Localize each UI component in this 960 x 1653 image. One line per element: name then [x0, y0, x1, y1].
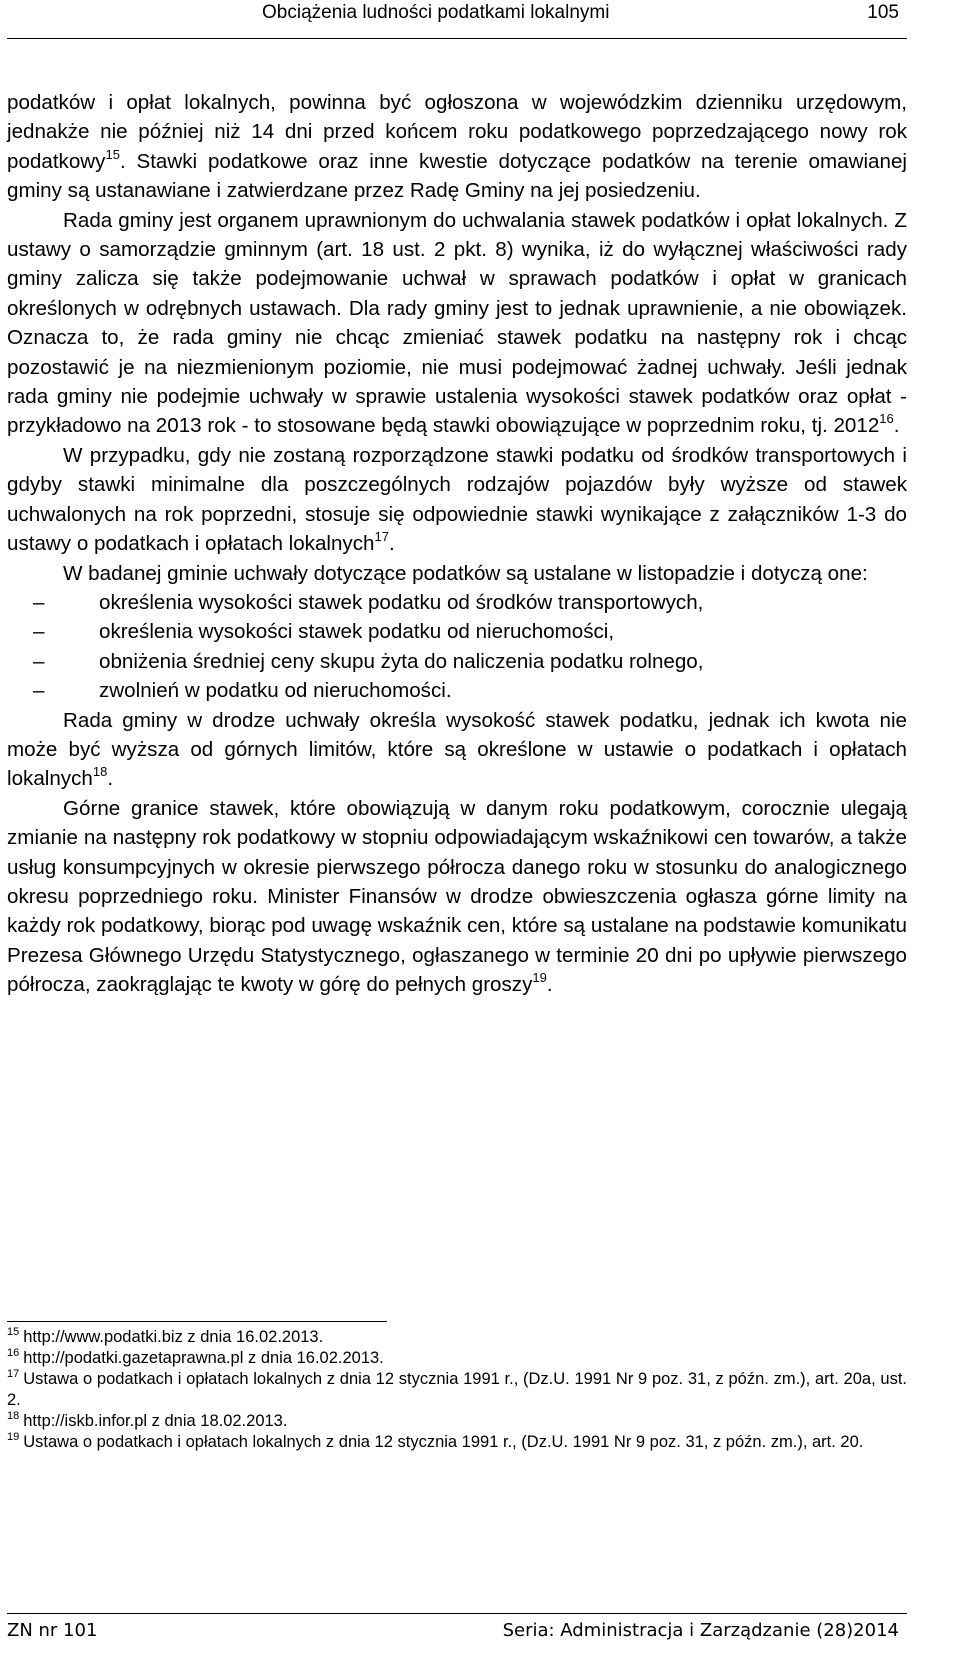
footnote-18 [7, 1411, 907, 1432]
footnote-ref-18[interactable]: 18 [92, 764, 108, 780]
dash-bullet: – [33, 620, 45, 644]
journal-series: Seria: Administracja i Zarządzanie (28)2014 [502, 1620, 899, 1641]
footnote-ref-15[interactable]: 15 [105, 146, 120, 162]
footnote-ref-16[interactable]: 16 [879, 411, 894, 427]
list-item [7, 588, 907, 617]
footnote-text: http://podatki.gazetaprawna.pl z dnia 16.02.2013. [23, 1349, 384, 1367]
paragraph-1-text-a: podatków i opłat lokalnych, powinna być ogłoszona w wojewódzkim dzienniku urzędowym, jednakże nie później niż 14 dni przed końcem roku podatkowego poprzedzającego nowy rok podatkowy [7, 91, 907, 173]
footnote-ref-17[interactable]: 17 [374, 529, 389, 545]
footnote-number: 15 [7, 1326, 20, 1338]
paragraph-4: W badanej gminie uchwały dotyczące podatków są ustalane w listopadzie i dotyczą one: [63, 561, 868, 585]
footnote-number: 16 [7, 1347, 20, 1359]
paragraph-6-text-a: Górne granice stawek, które obowiązują w danym roku podatkowym, corocznie ulegają zmianie na następny rok podatkowy w stopniu odpowiadającym wskaźnikowi cen towarów, a także usług konsumpcyjnych w okresie pierwszego półrocza danego roku w stosunku do analogicznego okresu poprzedniego roku. Minister Finansów w drodze obwieszczenia ogłasza górne limity na każdy rok podatkowy, biorąc pod uwagę wskaźnik cen, które są ustalane na podstawie komunikatu Prezesa Głównego Urzędu Statystycznego, ogłaszanego w terminie 20 dni po upływie pierwszego półrocza, zaokrąglając te kwoty w górę do pełnych groszy [7, 796, 907, 997]
footnote-separator [7, 1321, 387, 1322]
list-item-text: zwolnień w podatku od nieruchomości. [99, 679, 452, 703]
paragraph-5-text-b: . [107, 767, 114, 791]
dash-bullet: – [33, 649, 45, 673]
list-item-text: określenia wysokości stawek podatku od nieruchomości, [99, 620, 615, 644]
footnote-text: http://www.podatki.biz z dnia 16.02.2013. [23, 1328, 324, 1346]
list-item [7, 647, 907, 676]
paragraph-2-text-a: Rada gminy jest organem uprawnionym do uchwalania stawek podatków i opłat lokalnych. Z ustawy o samorządzie gminnym (art. 18 ust. 2 pkt. 8) wynika, iż do wyłącznej właściwości rady gminy zalicza się także podejmowanie uchwał w sprawach podatków i opłat w granicach określonych w odrębnych ustawach. Dla rady gminy jest to jednak uprawnienie, a nie obowiązek. Oznacza to, że rada gminy nie chcąc zmieniać stawek podatku na następny rok i chcąc pozostawić je na niezmienionym poziomie, nie musi podejmować żadnej uchwały. Jeśli jednak rada gminy nie podejmie uchwały w sprawie ustalenia wysokości stawek podatków oraz opłat - przykładowo na 2013 rok - to stosowane będą stawki obowiązujące w poprzednim roku, tj. 2012 [7, 208, 907, 438]
footnote-text: http://iskb.infor.pl z dnia 18.02.2013. [23, 1412, 288, 1430]
dash-bullet: – [33, 590, 45, 614]
paragraph-2-text-b: . [893, 414, 900, 438]
paragraph-6 [7, 794, 907, 1000]
paragraph-3-text-a: W przypadku, gdy nie zostaną rozporządzone stawki podatku od środków transportowych i gdyby stawki minimalne dla poszczególnych rodzajów pojazdów były wyższe od stawek uchwalonych na rok poprzedni, stosuje się odpowiednie stawki wynikające z załączników 1-3 do ustawy o podatkach i opłatach lokalnych [7, 443, 907, 556]
journal-issue: ZN nr 101 [7, 1620, 98, 1641]
footnote-number: 19 [7, 1431, 20, 1443]
footnote-15 [7, 1327, 907, 1348]
list-item-text: obniżenia średniej ceny skupu żyta do naliczenia podatku rolnego, [99, 649, 704, 673]
list-item [7, 617, 907, 646]
paragraph-5-text-a: Rada gminy w drodze uchwały określa wysokość stawek podatku, jednak ich kwota nie może być wyższa od górnych limitów, które są określone w ustawie o podatkach i opłatach lokalnych [7, 708, 907, 791]
footnote-17 [7, 1369, 907, 1411]
running-title: Obciążenia ludności podatkami lokalnymi [262, 2, 610, 23]
paragraph-6-text-b: . [546, 973, 553, 997]
paragraph-3 [7, 441, 907, 559]
list-item [7, 676, 907, 705]
paragraph-1-text-b: . Stawki podatkowe oraz inne kwestie dotyczące podatków na terenie omawianej gminy są ustanawiane i zatwierdzane przez Radę Gminy na jej posiedzeniu. [7, 149, 907, 203]
paragraph-3-text-b: . [388, 532, 395, 556]
footnote-16 [7, 1348, 907, 1369]
dash-bullet: – [33, 679, 45, 703]
footnote-text: Ustawa o podatkach i opłatach lokalnych z dnia 12 stycznia 1991 r., (Dz.U. 1991 Nr 9 poz. 31, z późn. zm.), art. 20a, ust. 2. [7, 1370, 907, 1409]
footnotes [7, 1327, 907, 1453]
footnote-ref-19[interactable]: 19 [532, 970, 547, 986]
paragraph-5 [7, 706, 907, 794]
footnote-text: Ustawa o podatkach i opłatach lokalnych z dnia 12 stycznia 1991 r., (Dz.U. 1991 Nr 9 poz. 31, z późn. zm.), art. 20. [23, 1433, 864, 1451]
dash-list [7, 588, 907, 706]
list-item-text: określenia wysokości stawek podatku od środków transportowych, [99, 590, 704, 614]
footnote-19 [7, 1432, 907, 1453]
page-number: 105 [867, 2, 899, 23]
paragraph-2 [7, 206, 907, 441]
paragraph-1 [7, 88, 907, 206]
main-text [7, 88, 907, 1000]
running-footer [7, 1613, 907, 1644]
footnote-number: 18 [7, 1410, 20, 1422]
footnote-number: 17 [7, 1368, 20, 1380]
running-header [7, 0, 907, 39]
